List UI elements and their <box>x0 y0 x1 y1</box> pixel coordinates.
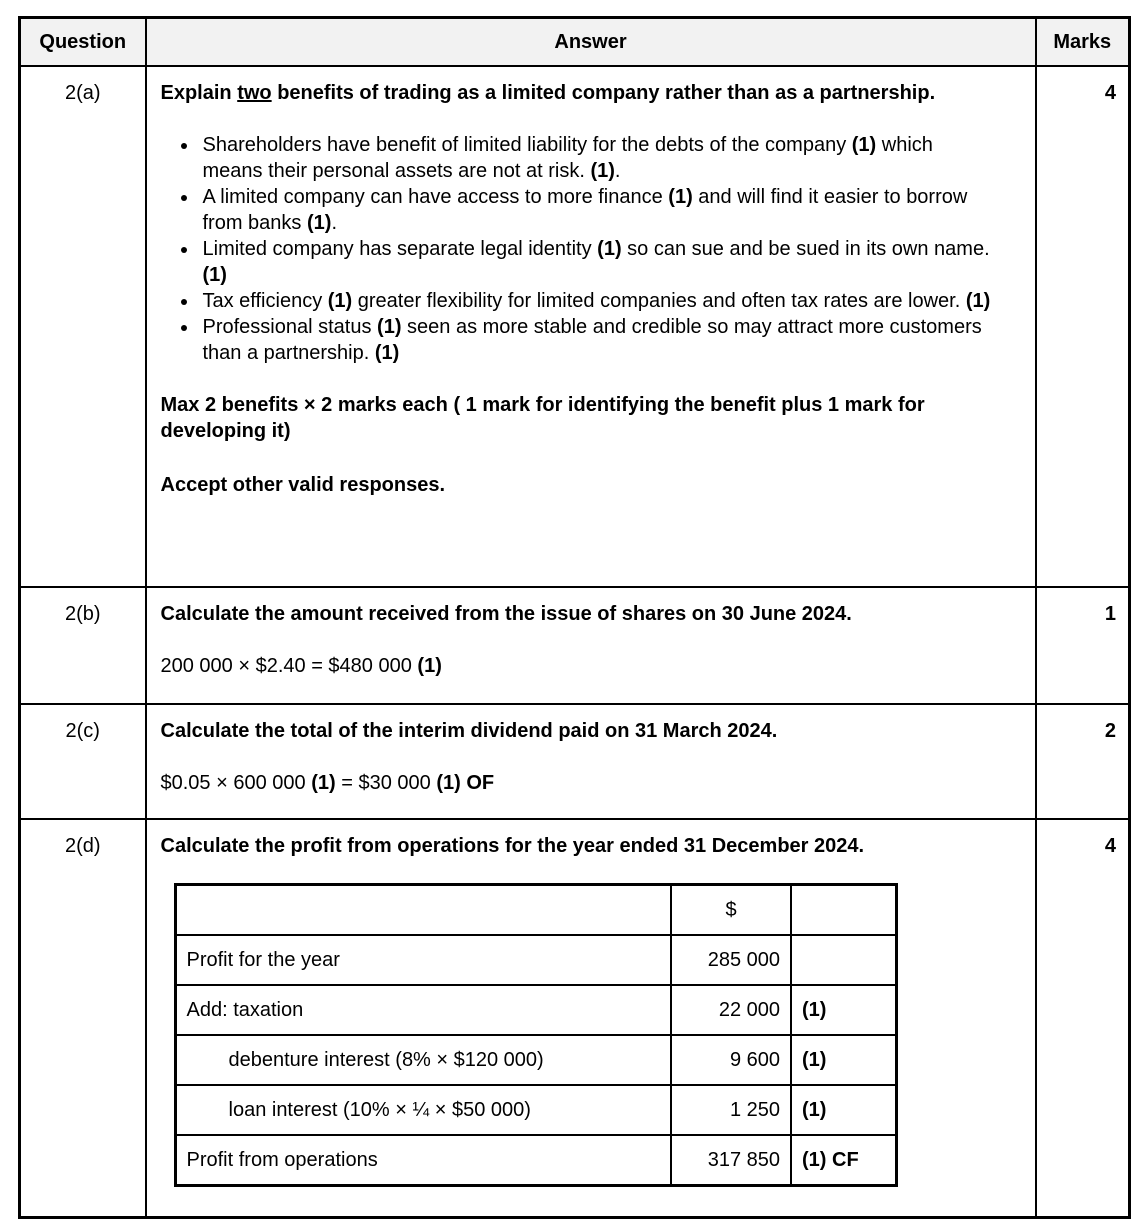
workings-note: (1) <box>791 1035 896 1085</box>
bullet-item: • Tax efficiency (1) greater flexibility for limited companies and often tax rates are lower. (1) <box>199 288 995 314</box>
workings-table <box>174 883 898 1187</box>
calculation-2b: 200 000 × $2.40 = $480 000 (1) <box>160 655 442 677</box>
max-marks-note: Max 2 benefits × 2 marks each ( 1 mark for identifying the benefit plus 1 mark for developing it) <box>160 394 925 442</box>
answer-cell-2a <box>146 66 1036 587</box>
table-row-2b <box>20 587 1130 704</box>
workings-note: (1) CF <box>791 1135 896 1186</box>
question-heading-2a: Explain two benefits of trading as a limited company rather than as a partnership. <box>160 82 936 104</box>
answer-cell-2c <box>146 704 1036 819</box>
bullet-item: • Limited company has separate legal identity (1) so can sue and be sued in its own name. (1) <box>199 236 995 288</box>
workings-header-desc <box>175 885 671 936</box>
workings-amount: 9 600 <box>671 1035 791 1085</box>
workings-row <box>175 1085 896 1135</box>
bullet-item: • Professional status (1) seen as more stable and credible so may attract more customers than a partnership. (1) <box>199 314 995 366</box>
workings-desc: loan interest (10% × ¼ × $50 000) <box>175 1085 671 1135</box>
workings-header-amount: $ <box>671 885 791 936</box>
question-heading-2d: Calculate the profit from operations for the year ended 31 December 2024. <box>160 835 865 857</box>
question-heading-2b: Calculate the amount received from the issue of shares on 30 June 2024. <box>160 603 852 625</box>
workings-note: (1) <box>791 985 896 1035</box>
marks-value-2a: 4 <box>1036 66 1130 587</box>
workings-note: (1) <box>791 1085 896 1135</box>
column-header-marks: Marks <box>1036 18 1130 67</box>
workings-amount: 317 850 <box>671 1135 791 1186</box>
workings-amount: 1 250 <box>671 1085 791 1135</box>
workings-amount: 22 000 <box>671 985 791 1035</box>
marks-value-2c: 2 <box>1036 704 1130 819</box>
mark-scheme-table <box>18 16 1131 1219</box>
bullet-list-2a <box>161 132 995 366</box>
workings-amount: 285 000 <box>671 935 791 985</box>
calculation-2c: $0.05 × 600 000 (1) = $30 000 (1) OF <box>160 772 495 794</box>
table-row-2c <box>20 704 1130 819</box>
workings-desc: Profit for the year <box>175 935 671 985</box>
marks-value-2b: 1 <box>1036 587 1130 704</box>
workings-desc: Add: taxation <box>175 985 671 1035</box>
accept-note: Accept other valid responses. <box>160 474 446 496</box>
table-row-2d <box>20 819 1130 1218</box>
question-number-2b: 2(b) <box>20 587 146 704</box>
workings-row <box>175 935 896 985</box>
header-row <box>20 18 1130 67</box>
workings-desc: Profit from operations <box>175 1135 671 1186</box>
question-number-2a: 2(a) <box>20 66 146 587</box>
answer-cell-2b <box>146 587 1036 704</box>
question-number-2c: 2(c) <box>20 704 146 819</box>
workings-header-note <box>791 885 896 936</box>
workings-desc: debenture interest (8% × $120 000) <box>175 1035 671 1085</box>
table-row-2a <box>20 66 1130 587</box>
question-heading-2c: Calculate the total of the interim dividend paid on 31 March 2024. <box>160 720 778 742</box>
column-header-question: Question <box>20 18 146 67</box>
workings-header-row <box>175 885 896 936</box>
question-number-2d: 2(d) <box>20 819 146 1218</box>
workings-note <box>791 935 896 985</box>
workings-row <box>175 985 896 1035</box>
bullet-item: • A limited company can have access to more finance (1) and will find it easier to borrow from banks (1). <box>199 184 995 236</box>
workings-row <box>175 1035 896 1085</box>
answer-cell-2d <box>146 819 1036 1218</box>
workings-row <box>175 1135 896 1186</box>
column-header-answer: Answer <box>146 18 1036 67</box>
marks-value-2d: 4 <box>1036 819 1130 1218</box>
bullet-item: • Shareholders have benefit of limited liability for the debts of the company (1) which means their personal assets are not at risk. (1). <box>199 132 995 184</box>
